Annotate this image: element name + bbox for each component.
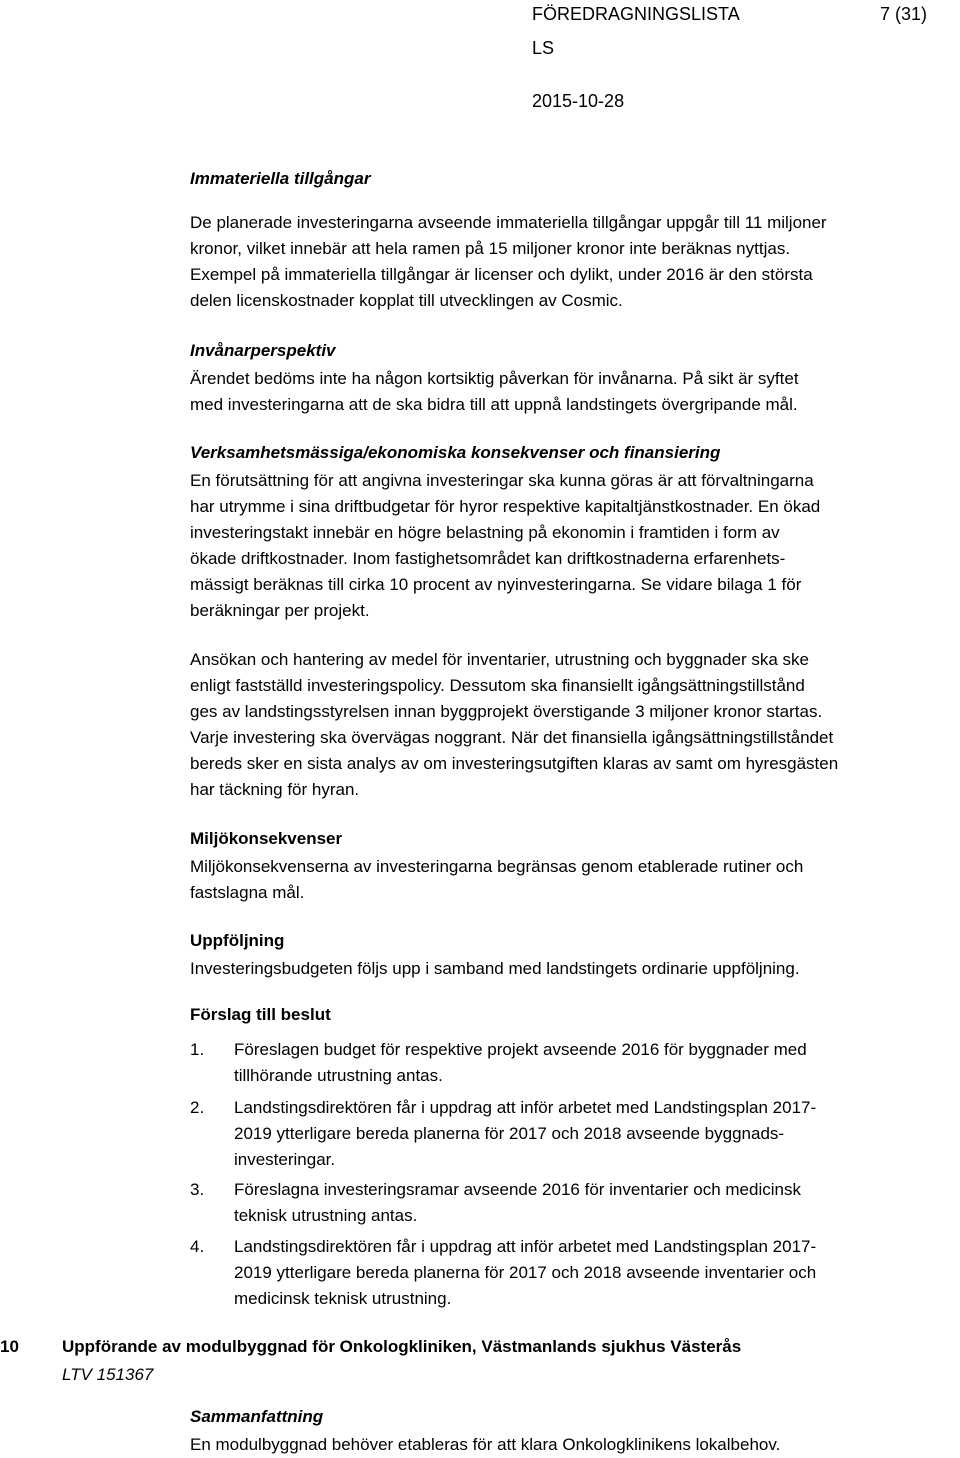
heading-forslag: Förslag till beslut xyxy=(190,1005,331,1024)
text-line: 2019 ytterligare bereda planerna för 2017 och 2018 avseende byggnads- xyxy=(234,1124,785,1143)
list-item xyxy=(234,1234,950,1312)
text-line: 2019 ytterligare bereda planerna för 2017 och 2018 avseende inventarier och xyxy=(234,1263,817,1282)
text-line: teknisk utrustning antas. xyxy=(234,1206,418,1225)
text-line: En förutsättning för att angivna investeringar ska kunna göras är att förvaltningarna xyxy=(190,471,814,490)
text-line: Exempel på immateriella tillgångar är licenser och dylikt, under 2016 är den största xyxy=(190,265,813,284)
text-line: Ärendet bedöms inte ha någon kortsiktig påverkan för invånarna. På sikt är syftet xyxy=(190,369,799,388)
text-line: Miljökonsekvenserna av investeringarna begränsas genom etablerade rutiner och xyxy=(190,857,804,876)
unit-code: LS xyxy=(532,38,555,58)
text-line: beräkningar per projekt. xyxy=(190,601,370,620)
list-number: 3. xyxy=(190,1180,205,1199)
text-line: kronor, vilket innebär att hela ramen på 15 miljoner kronor inte beräknas nyttjas. xyxy=(190,239,791,258)
text-line: bereds sker en sista analys av om investeringsutgiften klaras av samt om hyresgästen xyxy=(190,754,839,773)
heading-uppfoljning: Uppföljning xyxy=(190,931,285,950)
text-line: Investeringsbudgeten följs upp i samband med landstingets ordinarie uppföljning. xyxy=(190,959,800,978)
list-item xyxy=(234,1177,950,1229)
text-line: enligt fastställd investeringspolicy. Dessutom ska finansiellt igångsättningstillstånd xyxy=(190,676,805,695)
list-number: 1. xyxy=(190,1040,205,1059)
heading-miljokonsekvenser: Miljökonsekvenser xyxy=(190,829,343,848)
heading-immateriella: Immateriella tillgångar xyxy=(190,169,371,188)
document-type: FÖREDRAGNINGSLISTA xyxy=(532,4,740,24)
agenda-item-number: 10 xyxy=(0,1337,19,1356)
text-line: medicinsk teknisk utrustning. xyxy=(234,1289,452,1308)
list-item xyxy=(234,1095,950,1173)
agenda-item-reference: LTV 151367 xyxy=(62,1365,154,1384)
list-number: 4. xyxy=(190,1237,205,1256)
text-line: De planerade investeringarna avseende immateriella tillgångar uppgår till 11 miljoner xyxy=(190,213,827,232)
text-line: har täckning för hyran. xyxy=(190,780,360,799)
paragraph-immateriella xyxy=(190,210,950,314)
text-line: med investeringarna att de ska bidra till att uppnå landstingets övergripande mål. xyxy=(190,395,798,414)
text-line: har utrymme i sina driftbudgetar för hyror respektive kapitaltjänstkostnader. En ökad xyxy=(190,497,821,516)
text-line: Landstingsdirektören får i uppdrag att inför arbetet med Landstingsplan 2017- xyxy=(234,1237,817,1256)
text-line: Föreslagen budget för respektive projekt avseende 2016 för byggnader med xyxy=(234,1040,807,1059)
heading-invanarperspektiv: Invånarperspektiv xyxy=(190,341,336,360)
list-item xyxy=(234,1037,950,1089)
paragraph-miljo xyxy=(190,854,950,906)
text-line: investeringstakt innebär en högre belastning på ekonomin i framtiden i form av xyxy=(190,523,780,542)
text-line: delen licenskostnader kopplat till utvecklingen av Cosmic. xyxy=(190,291,623,310)
text-line: mässigt beräknas till cirka 10 procent av nyinvesteringarna. Se vidare bilaga 1 för xyxy=(190,575,802,594)
text-line: Landstingsdirektören får i uppdrag att inför arbetet med Landstingsplan 2017- xyxy=(234,1098,817,1117)
text-line: investeringar. xyxy=(234,1150,336,1169)
text-line: Ansökan och hantering av medel för inventarier, utrustning och byggnader ska ske xyxy=(190,650,809,669)
text-line: Varje investering ska övervägas noggrant. När det finansiella igångsättningstillståndet xyxy=(190,728,834,747)
text-line: tillhörande utrustning antas. xyxy=(234,1066,443,1085)
agenda-item-title: Uppförande av modulbyggnad för Onkologkliniken, Västmanlands sjukhus Västerås xyxy=(62,1337,742,1356)
heading-sammanfattning: Sammanfattning xyxy=(190,1407,324,1426)
paragraph-invanarperspektiv xyxy=(190,366,950,418)
text-line: ges av landstingsstyrelsen innan byggprojekt överstigande 3 miljoner kronor startas. xyxy=(190,702,823,721)
heading-verksamhet: Verksamhetsmässiga/ekonomiska konsekvenser och finansiering xyxy=(190,443,721,462)
list-number: 2. xyxy=(190,1098,205,1117)
text-line: fastslagna mål. xyxy=(190,883,305,902)
text-line: Föreslagna investeringsramar avseende 2016 för inventarier och medicinsk xyxy=(234,1180,801,1199)
text-line: ökade driftkostnader. Inom fastighetsområdet kan driftkostnaderna erfarenhets- xyxy=(190,549,786,568)
paragraph-verksamhet-1 xyxy=(190,468,950,624)
paragraph-uppfoljning xyxy=(190,956,950,982)
summary-text: En modulbyggnad behöver etableras för att klara Onkologklinikens lokalbehov. xyxy=(190,1435,781,1454)
paragraph-verksamhet-2 xyxy=(190,647,950,803)
page-number: 7 (31) xyxy=(880,4,928,24)
document-date: 2015-10-28 xyxy=(532,91,625,111)
